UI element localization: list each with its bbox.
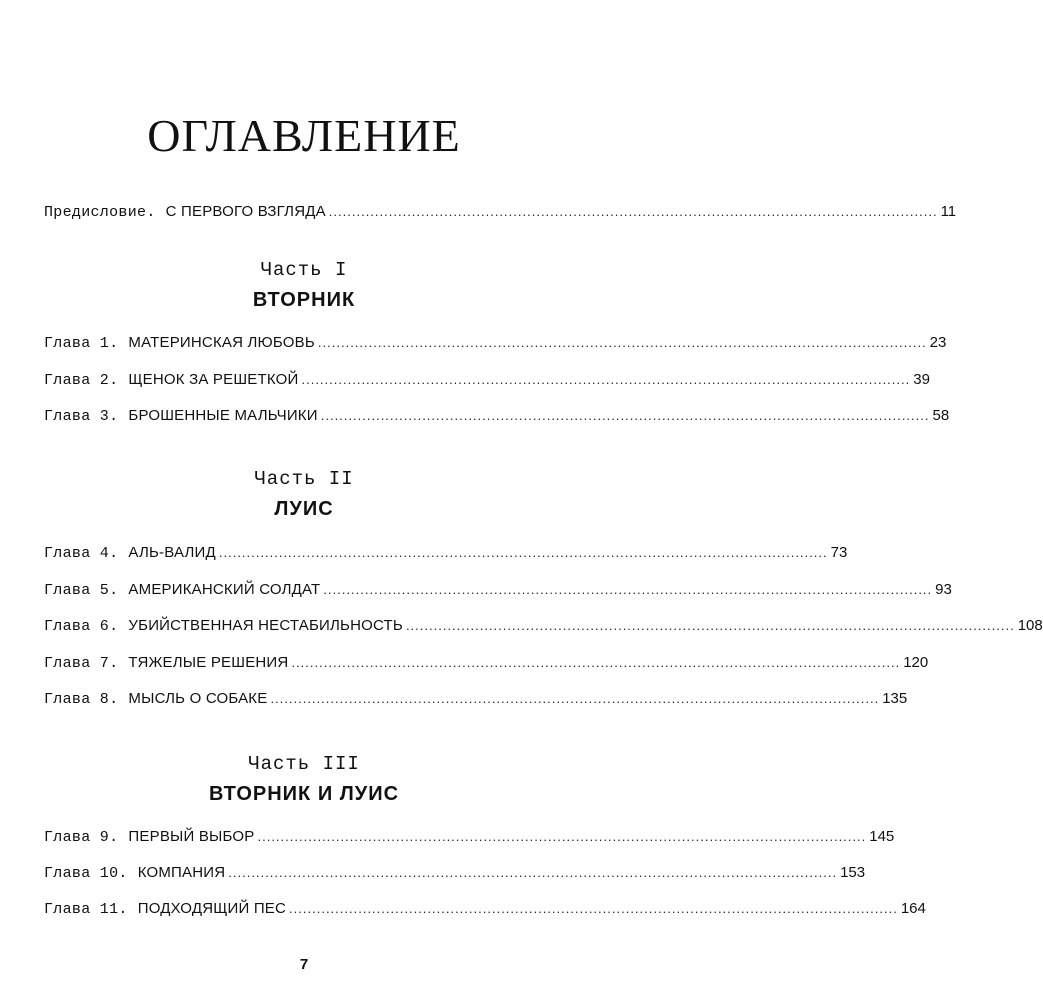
preface-title: С ПЕРВОГО ВЗГЛЯДА: [165, 203, 326, 220]
page-number: 23: [929, 334, 947, 351]
chapter-label: Глава 5.: [44, 582, 119, 599]
chapter-title: ПЕРВЫЙ ВЫБОР: [128, 828, 255, 845]
toc-entry-preface[interactable]: [44, 202, 957, 223]
toc-entry-chapter-3[interactable]: [44, 406, 950, 427]
leader-dots: ....................................................................................................................................: [228, 865, 838, 880]
page-number: 145: [869, 828, 895, 845]
chapter-label: Глава 2.: [44, 372, 119, 389]
chapter-title: ЩЕНОК ЗА РЕШЕТКОЙ: [128, 371, 299, 388]
toc-entry-chapter-9[interactable]: [44, 827, 895, 848]
leader-dots: ....................................................................................................................................: [218, 545, 828, 560]
chapter-label: Глава 3.: [44, 408, 119, 425]
toc-entry-chapter-1[interactable]: [44, 333, 947, 354]
leader-dots: ....................................................................................................................................: [289, 901, 898, 916]
page-number: 120: [903, 654, 929, 671]
chapter-label: Глава 8.: [44, 691, 119, 708]
chapter-label: Глава 11.: [44, 901, 128, 918]
chapter-label: Глава 1.: [44, 335, 119, 352]
preface-label: Предисловие.: [44, 204, 156, 221]
leader-dots: ....................................................................................................................................: [291, 655, 901, 670]
chapter-title: АМЕРИКАНСКИЙ СОЛДАТ: [128, 581, 321, 598]
chapter-title: ТЯЖЕЛЫЕ РЕШЕНИЯ: [128, 654, 289, 671]
part-3-label: Часть III: [248, 753, 360, 775]
toc-entry-chapter-7[interactable]: [44, 653, 929, 674]
leader-dots: ....................................................................................................................................: [323, 582, 933, 597]
chapter-label: Глава 10.: [44, 865, 128, 882]
toc-entry-chapter-5[interactable]: [44, 580, 952, 601]
chapter-title: МАТЕРИНСКАЯ ЛЮБОВЬ: [128, 334, 315, 351]
leader-dots: ....................................................................................................................................: [317, 335, 927, 350]
chapter-title: МЫСЛЬ О СОБАКЕ: [128, 690, 268, 707]
toc-entry-chapter-6[interactable]: [44, 616, 1043, 637]
page-number: 153: [840, 864, 866, 881]
toc-entry-chapter-2[interactable]: [44, 370, 930, 391]
leader-dots: ....................................................................................................................................: [405, 618, 1015, 633]
part-1-label: Часть I: [260, 259, 348, 281]
chapter-label: Глава 6.: [44, 618, 119, 635]
page-number: 11: [940, 203, 957, 220]
page-folio: 7: [299, 956, 309, 973]
page-number: 108: [1017, 617, 1043, 634]
part-2-label: Часть II: [254, 468, 354, 490]
chapter-title: ПОДХОДЯЩИЙ ПЕС: [137, 900, 287, 917]
toc-entry-chapter-11[interactable]: [44, 899, 926, 920]
chapter-title: АЛЬ-ВАЛИД: [128, 544, 216, 561]
page-number: 58: [932, 407, 950, 424]
leader-dots: ....................................................................................................................................: [257, 829, 867, 844]
chapter-title: УБИЙСТВЕННАЯ НЕСТАБИЛЬНОСТЬ: [128, 617, 403, 634]
part-3-title: ВТОРНИК И ЛУИС: [208, 783, 400, 805]
part-1-title: ВТОРНИК: [252, 289, 356, 311]
part-2-title: ЛУИС: [274, 498, 334, 520]
page-number: 93: [935, 581, 952, 598]
chapter-title: КОМПАНИЯ: [137, 864, 226, 881]
leader-dots: ....................................................................................................................................: [301, 372, 911, 387]
chapter-title: БРОШЕННЫЕ МАЛЬЧИКИ: [128, 407, 318, 424]
page-title: ОГЛАВЛЕНИЕ: [147, 110, 461, 161]
toc-entry-chapter-8[interactable]: [44, 689, 908, 710]
page-number: 135: [882, 690, 908, 707]
leader-dots: ....................................................................................................................................: [270, 691, 880, 706]
leader-dots: ....................................................................................................................................: [320, 408, 930, 423]
toc-entry-chapter-10[interactable]: [44, 863, 866, 884]
leader-dots: ....................................................................................................................................: [328, 204, 938, 219]
page-number: 164: [900, 900, 926, 917]
page-number: 73: [830, 544, 848, 561]
toc-entry-chapter-4[interactable]: [44, 543, 848, 564]
chapter-label: Глава 9.: [44, 829, 119, 846]
chapter-label: Глава 7.: [44, 655, 119, 672]
chapter-label: Глава 4.: [44, 545, 119, 562]
page-number: 39: [913, 371, 930, 388]
